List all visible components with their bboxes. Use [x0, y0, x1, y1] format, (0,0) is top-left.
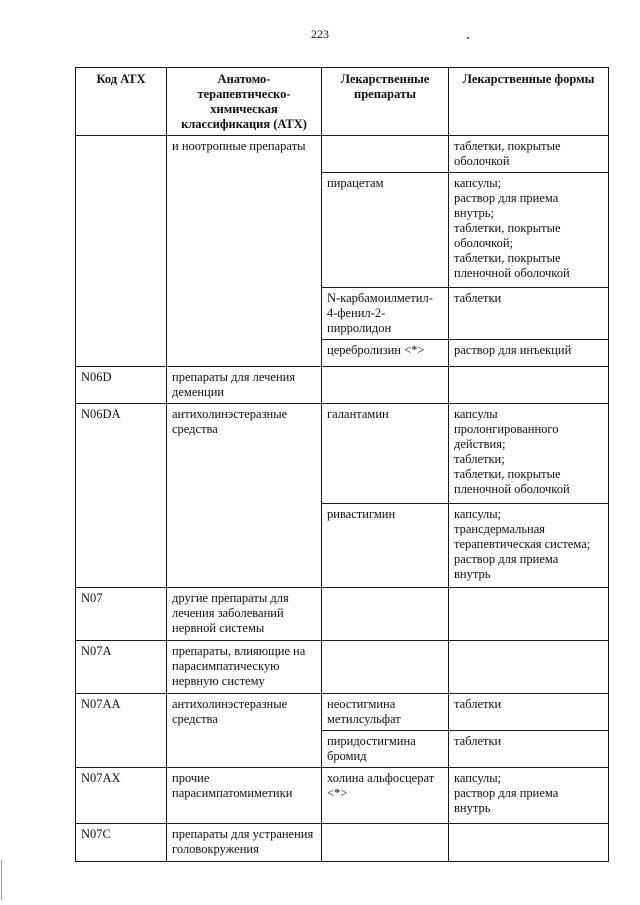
drug-cell: холина альфосцерат <*> [322, 768, 449, 824]
forms-cell: раствор для инъекций [449, 340, 609, 367]
header-atx-classification: Анатомо- терапевтическо- химическая классификация (АТХ) [167, 68, 322, 136]
forms-cell: капсулы; раствор для приема внутрь [449, 768, 609, 824]
table-row [76, 404, 609, 504]
table-row [76, 641, 609, 694]
atx-class-cell: и ноотропные препараты [167, 136, 322, 367]
atx-class-cell: препараты, влияющие на парасимпатическую нервную систему [167, 641, 322, 694]
forms-cell: таблетки [449, 731, 609, 768]
header-drugs: Лекарственные препараты [322, 68, 449, 136]
drug-cell: неостигмина метилсульфат [322, 694, 449, 731]
atx-code-cell: N07AA [76, 694, 167, 768]
forms-cell: таблетки [449, 288, 609, 340]
atx-class-cell: другие препараты для лечения заболеваний нервной системы [167, 588, 322, 641]
atx-code-cell: N07 [76, 588, 167, 641]
table-header-row [76, 68, 609, 136]
drug-cell: церебролизин <*> [322, 340, 449, 367]
page-number: 223 [311, 27, 329, 41]
atx-code-cell: N06D [76, 367, 167, 404]
drug-cell: ривастигмин [322, 504, 449, 588]
forms-cell [449, 824, 609, 862]
atx-class-cell: препараты для устранения головокружения [167, 824, 322, 862]
header-atx-code: Код АТХ [76, 68, 167, 136]
atx-code-cell: N07A [76, 641, 167, 694]
atx-table [75, 67, 609, 862]
atx-code-cell: N07AX [76, 768, 167, 824]
atx-class-cell: препараты для лечения деменции [167, 367, 322, 404]
scan-speck [467, 37, 469, 39]
atx-class-cell: прочие парасимпатомиметики [167, 768, 322, 824]
drug-cell [322, 588, 449, 641]
drug-cell [322, 824, 449, 862]
atx-code-cell: N07C [76, 824, 167, 862]
atx-code-cell: N06DA [76, 404, 167, 588]
forms-cell [449, 367, 609, 404]
atx-class-cell: антихолинэстеразные средства [167, 694, 322, 768]
drug-cell: N-карбамоилметил- 4-фенил-2- пирролидон [322, 288, 449, 340]
forms-cell [449, 588, 609, 641]
forms-cell [449, 641, 609, 694]
table-row [76, 367, 609, 404]
forms-cell: таблетки, покрытые оболочкой [449, 136, 609, 173]
table-row [76, 768, 609, 824]
table-row [76, 824, 609, 862]
drug-cell: пирацетам [322, 173, 449, 288]
atx-code-cell [76, 136, 167, 367]
forms-cell: капсулы; раствор для приема внутрь; таблетки, покрытые оболочкой; таблетки, покрытые пленочной оболочкой [449, 173, 609, 288]
table-row [76, 588, 609, 641]
scan-edge-mark [1, 860, 2, 900]
forms-cell: капсулы пролонгированного действия; таблетки; таблетки, покрытые пленочной оболочкой [449, 404, 609, 504]
atx-class-cell: антихолинэстеразные средства [167, 404, 322, 588]
forms-cell: капсулы; трансдермальная терапевтическая система; раствор для приема внутрь [449, 504, 609, 588]
drug-cell [322, 641, 449, 694]
header-dosage-forms: Лекарственные формы [449, 68, 609, 136]
table-row [76, 694, 609, 731]
drug-cell [322, 367, 449, 404]
table-row [76, 136, 609, 173]
drug-cell: галантамин [322, 404, 449, 504]
drug-cell [322, 136, 449, 173]
forms-cell: таблетки [449, 694, 609, 731]
drug-cell: пиридостигмина бромид [322, 731, 449, 768]
